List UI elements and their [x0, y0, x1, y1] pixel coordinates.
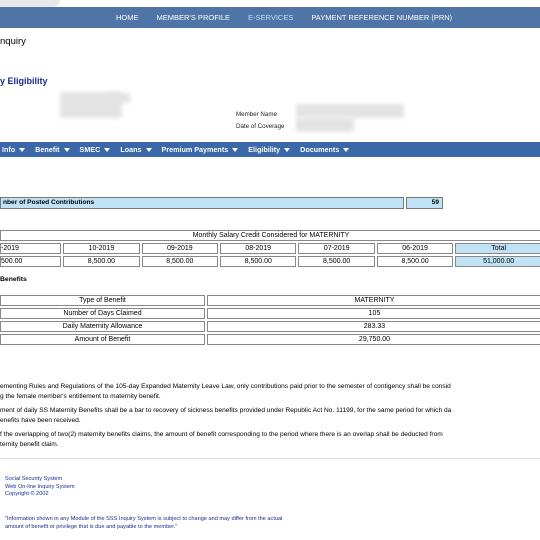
- note-line: ementing Rules and Regulations of the 105-day Expanded Maternity Leave Law, only contributions paid prior to the semester of contigency shall be consid: [0, 383, 451, 390]
- chevron-down-icon: [284, 148, 290, 152]
- msc-total-label: Total: [455, 243, 540, 254]
- nav-members-profile[interactable]: MEMBER'S PROFILE: [156, 13, 231, 22]
- redacted-member-name: [296, 104, 404, 118]
- table-row: [0, 334, 540, 345]
- disclaimer-line: amount of benefit or privilege that is due and payable to the member.": [5, 523, 178, 530]
- nav-home[interactable]: HOME: [116, 13, 139, 22]
- nav-prn[interactable]: PAYMENT REFERENCE NUMBER (PRN): [311, 13, 453, 22]
- section-title: y Eligibility: [0, 76, 48, 86]
- menu-premium-payments-label: Premium Payments: [161, 145, 229, 154]
- top-navigation: [0, 7, 540, 28]
- footer-line: Copyright © 2002: [5, 491, 49, 497]
- msc-month: 10-2019: [63, 243, 139, 254]
- menu-eligibility[interactable]: [248, 145, 290, 154]
- menu-benefit-label: Benefit: [35, 145, 60, 154]
- msc-table: [0, 228, 540, 269]
- msc-table-title: Monthly Salary Credit Considered for MATERNITY: [0, 230, 540, 241]
- chevron-down-icon: [104, 148, 110, 152]
- menu-documents[interactable]: [300, 145, 349, 154]
- benefits-header-row: [0, 295, 540, 306]
- benefits-table: [0, 293, 540, 347]
- footer-line: Web On-line Inquiry System: [5, 483, 75, 490]
- posted-contributions-label: nber of Posted Contributions: [0, 197, 404, 209]
- note-line: g the female member's entitlement to maternity benefit.: [0, 392, 161, 400]
- note-line: ternity benefit claim.: [0, 440, 59, 448]
- menu-info[interactable]: [2, 145, 25, 154]
- benefits-title: Benefits: [0, 276, 27, 283]
- menu-premium-payments[interactable]: [162, 145, 239, 154]
- msc-amount: 8,500.00: [298, 256, 374, 267]
- note-line: ment of daily SS Maternity Benefits shall be a bar to recovery of sickness benefits provided under Republic Act No. 11199, for the same period for which da: [0, 407, 452, 414]
- menu-eligibility-label: Eligibility: [248, 145, 281, 154]
- benefit-row-value: 29,750.00: [207, 334, 540, 345]
- redacted-coverage-date: [296, 118, 354, 132]
- disclaimer-line: "Information shown in any Module of the SSS Inquiry System is subject to change and may differ from the actual: [5, 516, 283, 522]
- msc-amounts-row: [0, 256, 540, 267]
- benefit-row-label: Daily Maternity Allowance: [0, 321, 205, 332]
- disclaimer: [5, 516, 282, 531]
- chevron-down-icon: [232, 148, 238, 152]
- notes-section: [0, 382, 540, 449]
- msc-amount: 500.00: [0, 256, 61, 267]
- table-row: [0, 321, 540, 332]
- msc-month: 08-2019: [220, 243, 296, 254]
- msc-amount: 8,500.00: [142, 256, 218, 267]
- msc-amount: 8,500.00: [63, 256, 139, 267]
- benefit-type-header: Type of Benefit: [0, 295, 205, 306]
- msc-amount: 8,500.00: [220, 256, 296, 267]
- menu-smec-label: SMEC: [79, 145, 101, 154]
- member-name-label: Member Name: [236, 111, 277, 118]
- benefit-maternity-header: MATERNITY: [207, 295, 540, 306]
- redacted-member-number: [105, 93, 130, 103]
- msc-month: 06-2019: [377, 243, 453, 254]
- msc-month: 07-2019: [298, 243, 374, 254]
- footer: [5, 476, 75, 499]
- menu-loans[interactable]: [120, 145, 151, 154]
- msc-months-row: [0, 243, 540, 254]
- note-line: f the overlapping of two(2) maternity benefits claims, the amount of benefit corresponding to the period where there is an overlap shall be deducted from: [0, 431, 443, 438]
- date-of-coverage-label: Date of Coverage: [236, 123, 285, 130]
- page-title: nquiry: [0, 36, 26, 47]
- table-row: [0, 308, 540, 319]
- chevron-down-icon: [146, 148, 152, 152]
- benefit-row-value: 283.33: [207, 321, 540, 332]
- menu-loans-label: Loans: [120, 145, 142, 154]
- msc-month: 09-2019: [142, 243, 218, 254]
- chevron-down-icon: [64, 148, 70, 152]
- menu-info-label: Info: [2, 145, 16, 154]
- menu-smec[interactable]: [80, 145, 111, 154]
- benefit-row-value: 105: [207, 308, 540, 319]
- footer-line: Social Security System: [5, 476, 63, 482]
- posted-contributions-value: 59: [406, 197, 443, 209]
- chevron-down-icon: [343, 148, 349, 152]
- msc-total-value: 51,000.00: [455, 256, 540, 267]
- benefit-row-label: Number of Days Claimed: [0, 308, 205, 319]
- benefit-row-label: Amount of Benefit: [0, 334, 205, 345]
- browser-shadow: [0, 0, 60, 7]
- divider: [0, 458, 540, 459]
- msc-month: -2019: [0, 243, 61, 254]
- menu-documents-label: Documents: [300, 145, 340, 154]
- inquiry-menu-bar: [0, 142, 540, 157]
- menu-benefit[interactable]: [35, 145, 69, 154]
- note-line: enefits have been received.: [0, 416, 81, 424]
- msc-amount: 8,500.00: [377, 256, 453, 267]
- nav-e-services[interactable]: E-SERVICES: [248, 13, 294, 22]
- chevron-down-icon: [19, 148, 25, 152]
